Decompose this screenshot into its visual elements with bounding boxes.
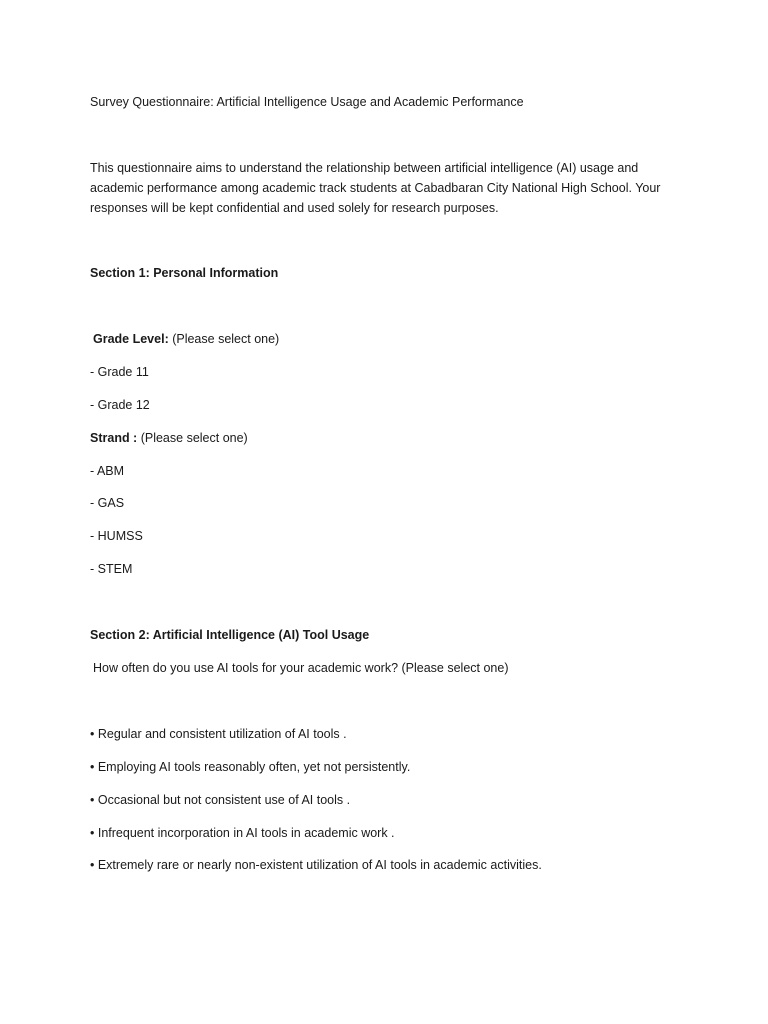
strand-option: - STEM [90,562,133,576]
grade-option: - Grade 11 [90,365,149,379]
strand-option: - HUMSS [90,529,143,543]
ai-usage-option: • Employing AI tools reasonably often, yet not persistently. [90,760,411,774]
ai-usage-option: • Regular and consistent utilization of AI tools . [90,727,347,741]
intro-line: academic performance among academic track students at Cabadbaran City National High School. Your [90,181,661,195]
intro-line: This questionnaire aims to understand the relationship between artificial intelligence (AI) usage and [90,161,639,175]
ai-usage-option: • Infrequent incorporation in AI tools in academic work . [90,826,395,840]
ai-usage-option: • Extremely rare or nearly non-existent utilization of AI tools in academic activities. [90,858,542,872]
strand-option: - GAS [90,496,125,510]
grade-option: - Grade 12 [90,398,150,412]
grade-level-instruction: (Please select one) [168,332,280,346]
ai-usage-option: • Occasional but not consistent use of AI tools . [90,793,351,807]
grade-level-question [93,329,279,349]
strand-label: Strand : [90,431,138,445]
strand-instruction: (Please select one) [137,431,248,445]
ai-usage-question: How often do you use AI tools for your academic work? (Please select one) [93,661,509,675]
strand-option: - ABM [90,464,125,478]
document-title: Survey Questionnaire: Artificial Intelligence Usage and Academic Performance [90,95,524,109]
strand-question [90,428,248,448]
intro-paragraph [90,158,680,218]
section1-heading: Section 1: Personal Information [90,266,279,280]
intro-line: responses will be kept confidential and used solely for research purposes. [90,201,499,215]
grade-level-label: Grade Level: [93,332,169,346]
section2-heading: Section 2: Artificial Intelligence (AI) Tool Usage [90,628,370,642]
